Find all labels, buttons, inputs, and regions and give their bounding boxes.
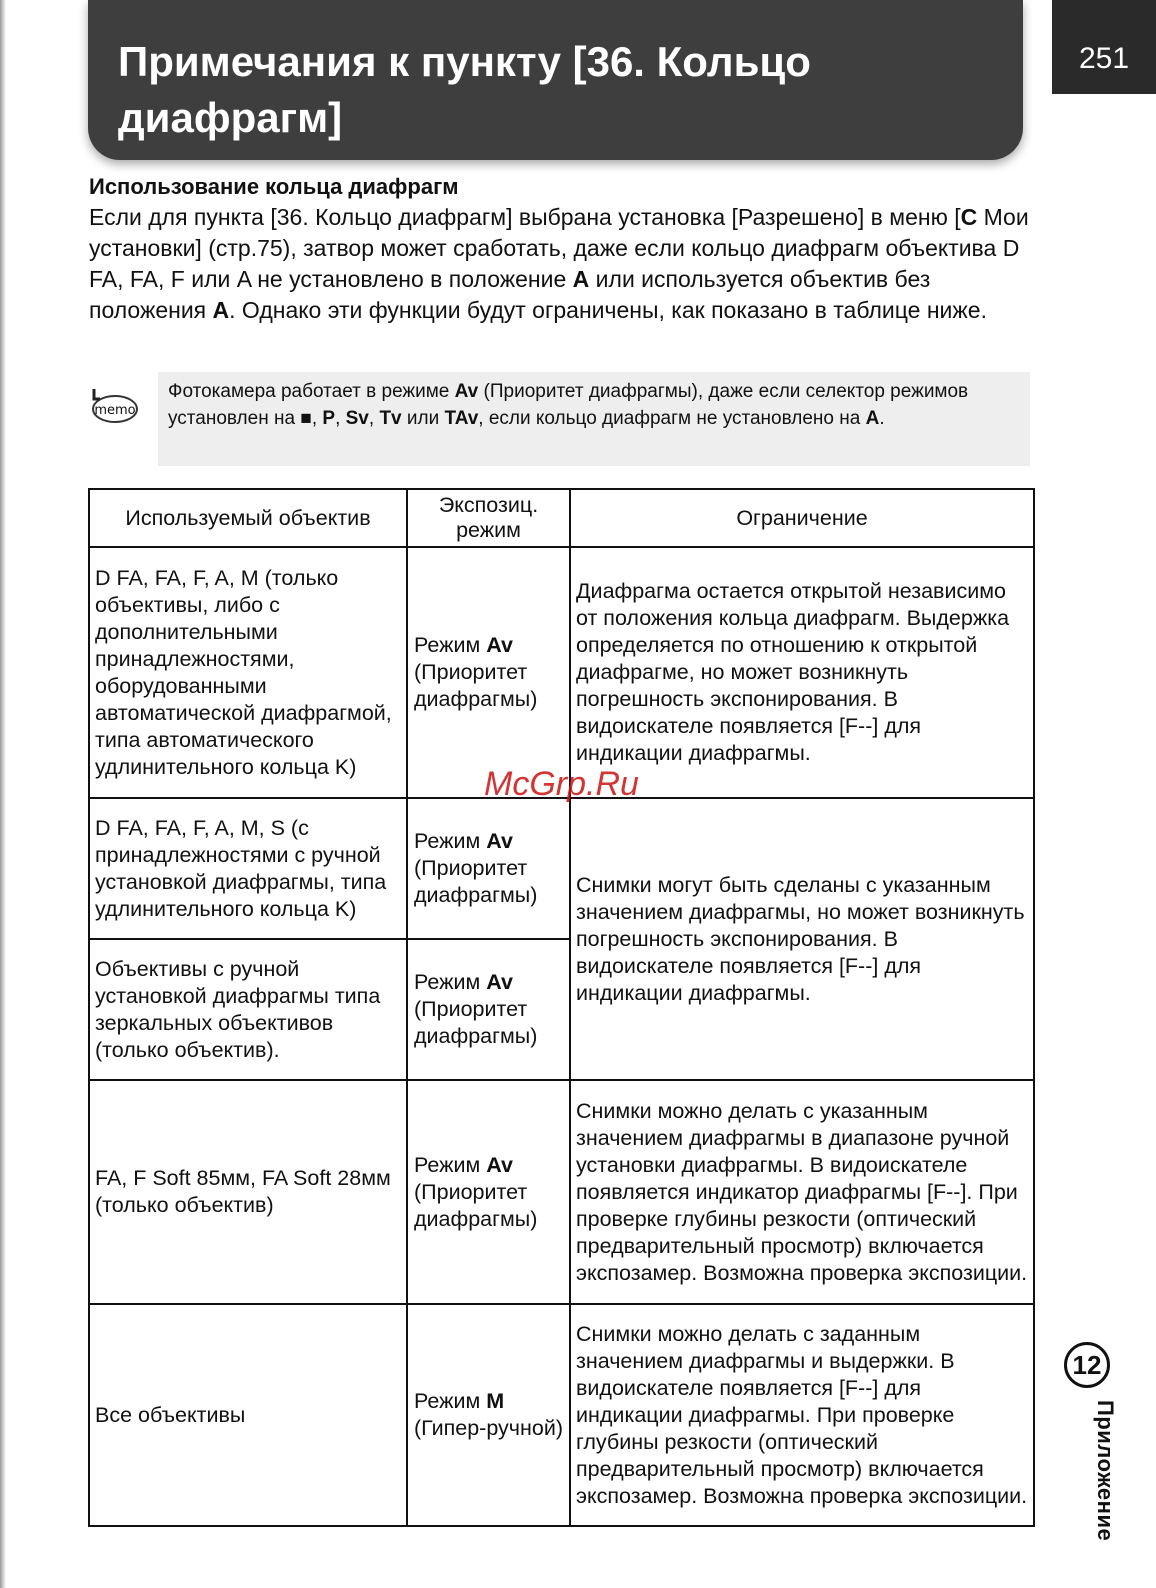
restriction-cell: Снимки могут быть сделаны с указанным значением диафрагмы, но может возникнуть погрешность экспонирования. В видоискателе появляется [F--] для индикации диафрагмы.	[570, 798, 1034, 1080]
menu-c-letter: C	[960, 204, 978, 230]
column-header-mode: Экспозиц. режим	[407, 489, 570, 547]
memo-icon	[88, 385, 140, 425]
mode-cell	[407, 1080, 570, 1304]
mode-prefix: Режим	[414, 1152, 487, 1177]
memo-text-part: или	[401, 408, 445, 429]
table-row	[89, 1080, 1034, 1304]
memo-text	[168, 378, 1008, 432]
mode-cell	[407, 547, 570, 798]
table-row	[89, 1304, 1034, 1526]
mode-prefix: Режим	[414, 633, 487, 657]
chapter-number-badge: 12	[1064, 1342, 1110, 1388]
mode-cell	[407, 1304, 570, 1526]
green-mode-icon: ■	[300, 408, 312, 429]
table-row	[89, 547, 1034, 798]
section-side-label: Приложение	[1093, 1400, 1118, 1542]
mode-code: Av	[486, 829, 513, 853]
mode-code: Av	[486, 970, 513, 994]
separator: ,	[311, 408, 323, 429]
mode-prefix: Режим	[414, 1389, 487, 1413]
mode-cell	[407, 939, 570, 1080]
table-header-row	[89, 489, 1034, 547]
intro-text-part: . Однако эти функции будут ограничены, как показано в таблице ниже.	[229, 297, 987, 323]
restriction-cell: Снимки можно делать с указанным значением диафрагмы в диапазоне ручной установки диафрагмы. В видоискателе появляется индикатор диафрагмы [F--]. При проверке глубины резкости (оптический предварительный просмотр) включается экспозамер. Возможна проверка экспозиции.	[570, 1080, 1034, 1304]
restriction-cell: Диафрагма остается открытой независимо от положения кольца диафрагм. Выдержка определяется по отношению к открытой диафрагме, но может возникнуть погрешность экспонирования. В видоискателе появляется [F--] для индикации диафрагмы.	[570, 547, 1034, 798]
mode-description: (Приоритет диафрагмы)	[414, 997, 538, 1048]
page-title: Примечания к пункту [36. Кольцо диафрагм]	[118, 38, 811, 141]
mode-description: (Гипер-ручной)	[414, 1416, 563, 1440]
memo-text-part: (Приоритет диафрагмы), даже если селектор режимов установлен на	[168, 381, 969, 429]
mode-description: (Приоритет диафрагмы)	[414, 1179, 538, 1231]
mode-description: (Приоритет диафрагмы)	[414, 856, 538, 907]
lens-restriction-table	[88, 488, 1035, 1527]
separator: ,	[335, 408, 346, 429]
lens-cell: D FA, FA, F, A, M, S (с принадлежностями с ручной установкой диафрагмы, типа удлинительного кольца K)	[89, 798, 407, 939]
mode-av-label: Av	[454, 381, 479, 402]
memo-box	[158, 372, 1030, 466]
memo-icon-label: memo	[94, 403, 136, 418]
lens-cell: D FA, FA, F, A, M (только объективы, либо с дополнительными принадлежностями, оборудованными автоматической диафрагмой, типа автоматического удлинительного кольца K)	[89, 547, 407, 798]
lens-cell: Все объективы	[89, 1304, 407, 1526]
lens-cell: Объективы с ручной установкой диафрагмы типа зеркальных объективов (только объектив).	[89, 939, 407, 1080]
separator: ,	[368, 408, 380, 429]
position-a-symbol: A	[865, 408, 880, 429]
lens-cell: FA, F Soft 85мм, FA Soft 28мм (только объектив)	[89, 1080, 407, 1304]
header-banner	[88, 0, 1023, 160]
position-a-symbol: A	[212, 297, 230, 323]
mode-description: (Приоритет диафрагмы)	[414, 660, 538, 711]
intro-text-part: Если для пункта [36. Кольцо диафрагм] выбрана установка [Разрешено] в меню [	[89, 204, 961, 230]
mode-code: M	[486, 1389, 505, 1413]
mode-p-label: P	[322, 408, 336, 429]
table-row	[89, 798, 1034, 939]
mode-sv-label: Sv	[345, 408, 369, 429]
mode-prefix: Режим	[414, 829, 487, 853]
watermark: McGrp.Ru	[484, 765, 639, 803]
intro-text-part: Мои установки] (стр.75), затвор может сработать, даже если кольцо диафрагм объектива D FA, FA, F или A не установлено в положение	[89, 204, 1029, 292]
mode-cell	[407, 798, 570, 939]
memo-text-part: , если кольцо диафрагм не установлено на	[478, 408, 866, 429]
mode-prefix: Режим	[414, 970, 487, 994]
section-heading: Использование кольца диафрагм	[89, 174, 459, 199]
intro-text-part: или используется объектив без положения	[89, 266, 931, 323]
page-number: 251	[1052, 0, 1156, 94]
column-header-restriction: Ограничение	[570, 489, 1034, 547]
mode-code: Av	[486, 633, 513, 657]
position-a-symbol: A	[572, 266, 590, 292]
scan-edge	[0, 0, 6, 1588]
mode-tv-label: Tv	[379, 408, 402, 429]
mode-code: Av	[486, 1152, 513, 1177]
restriction-cell: Снимки можно делать с заданным значением диафрагмы и выдержки. В видоискателе появляется [F--] для индикации диафрагмы. При проверке глубины резкости (оптический предварительный просмотр) включается экспозамер. Возможна проверка экспозиции.	[570, 1304, 1034, 1526]
intro-paragraph	[89, 202, 1029, 326]
column-header-lens: Используемый объектив	[89, 489, 407, 547]
memo-text-part: Фотокамера работает в режиме	[168, 381, 455, 402]
memo-text-part: .	[879, 408, 885, 429]
mode-tav-label: TAv	[444, 408, 479, 429]
